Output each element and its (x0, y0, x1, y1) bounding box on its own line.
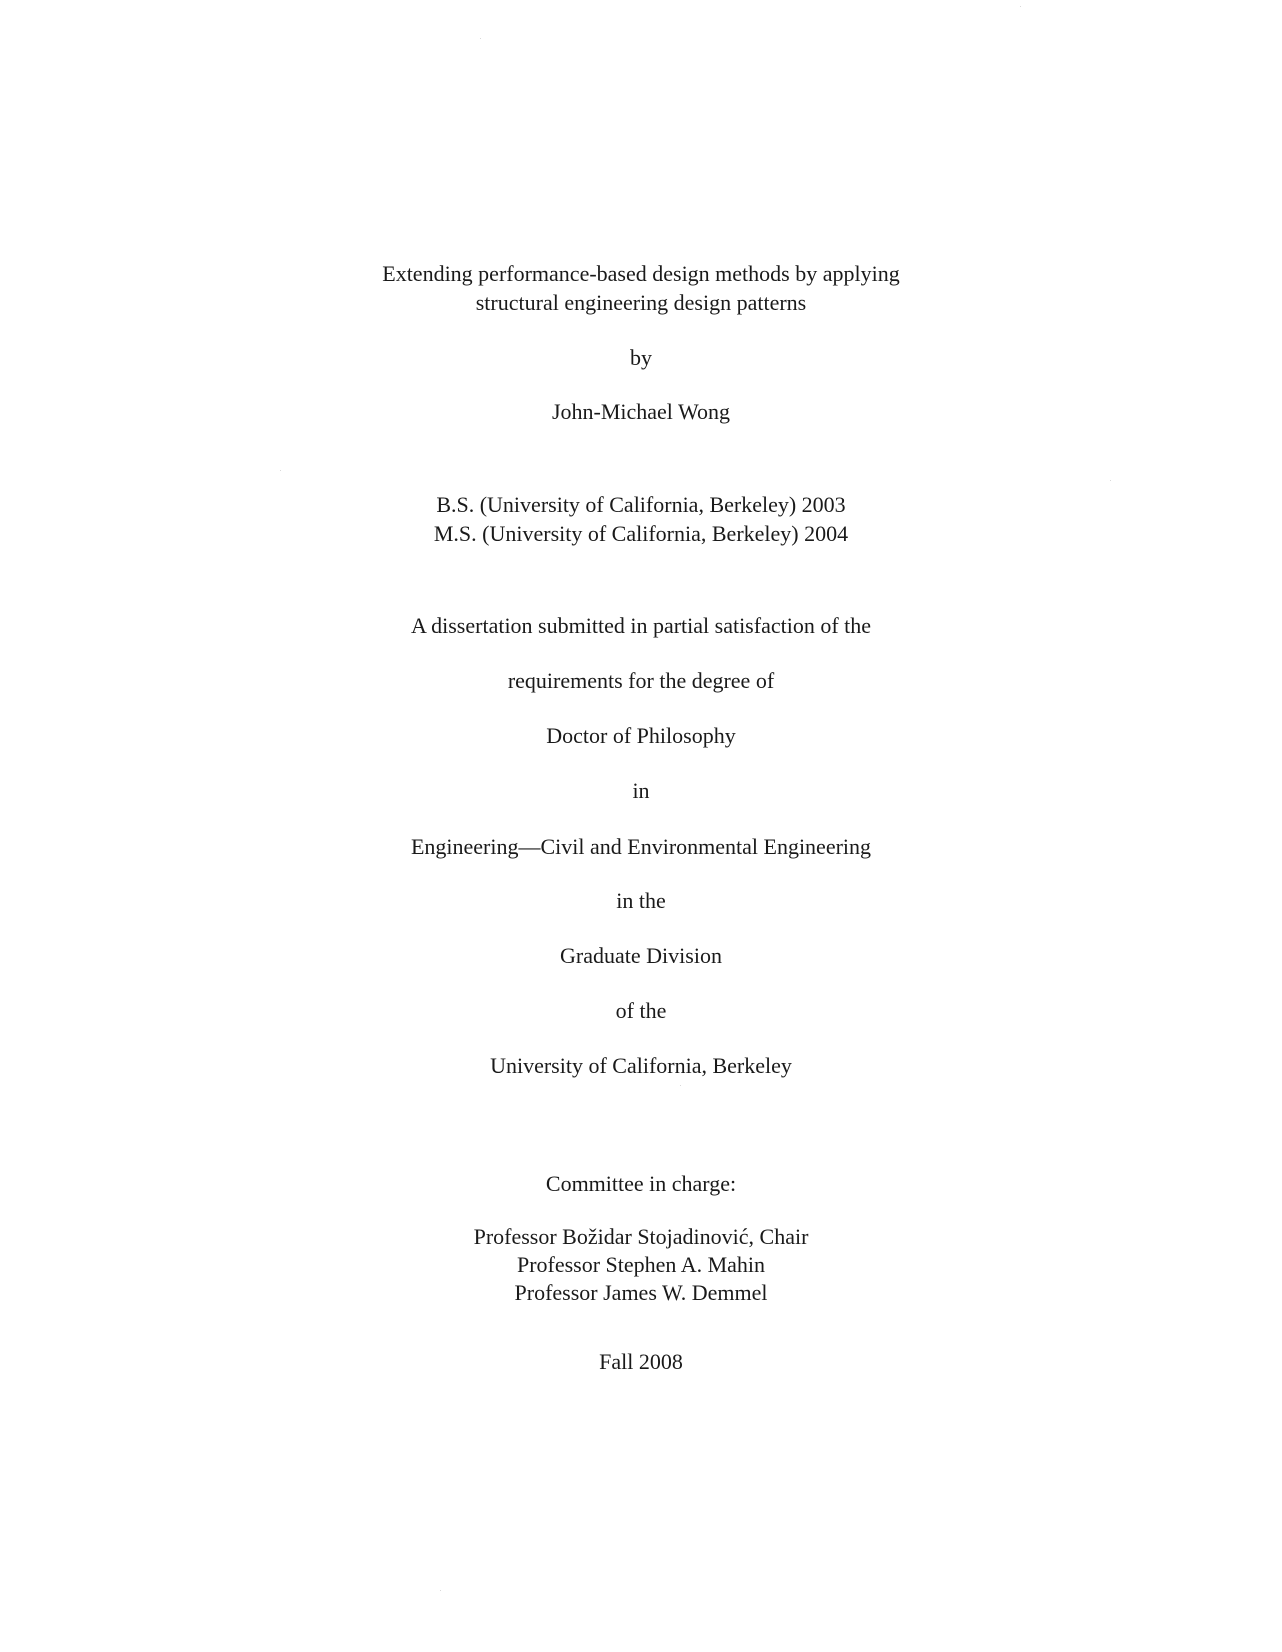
prior-degree-ms: M.S. (University of California, Berkeley) 2004 (433, 521, 849, 546)
committee-member: Professor Stephen A. Mahin (516, 1252, 766, 1277)
in-the-line: in the (616, 888, 666, 913)
statement-line-2: requirements for the degree of (507, 668, 775, 693)
committee-member: Professor James W. Demmel (514, 1280, 768, 1305)
scan-speck (480, 38, 481, 39)
title-line-2: structural engineering design patterns (475, 290, 807, 315)
scan-speck (1110, 480, 1111, 481)
university-name: University of California, Berkeley (490, 1053, 792, 1078)
scan-speck (1020, 6, 1021, 7)
scan-speck (680, 1085, 681, 1086)
by-line: by (630, 345, 652, 370)
division-name: Graduate Division (560, 943, 722, 968)
author-name: John-Michael Wong (551, 399, 731, 424)
submission-date: Fall 2008 (599, 1349, 683, 1374)
degree-name: Doctor of Philosophy (546, 723, 736, 748)
scan-speck (440, 1590, 441, 1591)
title-line-1: Extending performance-based design methods by applying (382, 261, 900, 286)
committee-member-chair: Professor Božidar Stojadinović, Chair (473, 1224, 809, 1249)
field-of-study: Engineering—Civil and Environmental Engineering (410, 834, 872, 859)
committee-heading: Committee in charge: (545, 1171, 737, 1196)
in-line: in (632, 778, 650, 803)
of-the-line: of the (615, 998, 667, 1023)
prior-degree-bs: B.S. (University of California, Berkeley) 2003 (436, 492, 846, 517)
statement-line-1: A dissertation submitted in partial satisfaction of the (410, 613, 872, 638)
scan-speck (280, 470, 281, 471)
